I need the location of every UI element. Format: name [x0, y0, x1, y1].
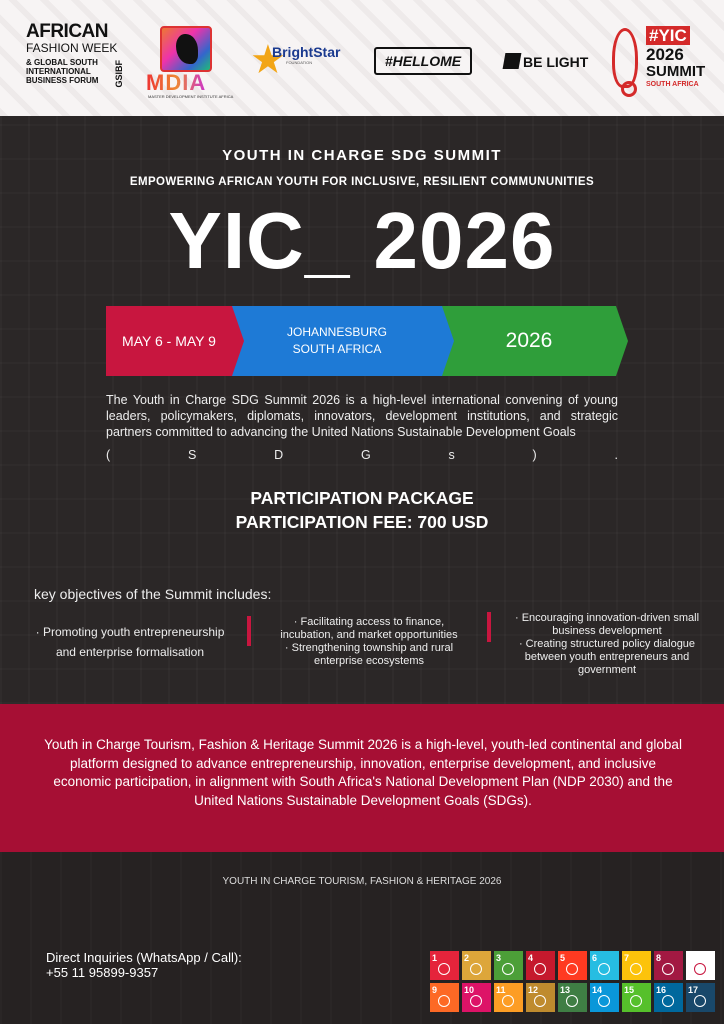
sdg-goal-number: 12 — [528, 985, 539, 995]
participation-package — [0, 486, 724, 534]
sdg-goal-icon — [694, 963, 706, 975]
objective-divider — [247, 616, 251, 646]
hellome-logo: #HELLOME — [374, 47, 472, 75]
lightbulb-icon — [612, 28, 638, 88]
sdg-goal-tile — [494, 983, 523, 1012]
sdg-goal-icon — [662, 995, 674, 1007]
sdg-goal-tile — [686, 983, 715, 1012]
star-icon: ★ — [250, 38, 286, 82]
objective-line: · Promoting youth entrepreneurship — [35, 625, 225, 639]
sdg-goal-icon — [566, 963, 578, 975]
sdg-goal-icon — [598, 963, 610, 975]
location-city: JOHANNESBURG — [286, 325, 387, 339]
sdg-goals-grid — [430, 951, 720, 1012]
objective-line: business development — [552, 625, 662, 637]
afw-vertical: GSIBF — [114, 60, 124, 88]
sdg-goal-number: 8 — [656, 953, 662, 963]
sdg-goal-icon — [438, 995, 450, 1007]
sdg-goal-tile — [462, 983, 491, 1012]
sdg-goal-tile — [430, 983, 459, 1012]
sdg-goal-number: 10 — [464, 985, 475, 995]
intro-sdgs-char: G — [360, 448, 371, 462]
objective-line: and enterprise formalisation — [55, 645, 205, 659]
location-text — [287, 324, 387, 358]
sdg-goal-number: 13 — [560, 985, 571, 995]
big-title: YIC_ 2026 — [168, 196, 556, 285]
sdg-goal-number: 17 — [688, 985, 699, 995]
sdg-goal-number: 16 — [656, 985, 667, 995]
objectives-column-1 — [30, 622, 230, 662]
inquiries-block — [46, 950, 242, 980]
yic-logo-l1: #YIC — [646, 26, 690, 45]
summary-paragraph: Youth in Charge Tourism, Fashion & Heritage Summit 2026 is a high-level, youth-led continental and global platform designed to advance entrepreneurship, innovation, enterprise development, and inclusive economic participation, in alignment with South Africa's National Development Plan (NDP 2030) and the United Nations Sustainable Development Goals (SDGs). — [44, 737, 682, 808]
sdg-goal-icon — [630, 995, 642, 1007]
year-text: 2026 — [505, 329, 553, 352]
sdg-goal-number: 15 — [624, 985, 635, 995]
objective-line: · Facilitating access to finance, — [293, 616, 445, 628]
intro-sdgs-char: ( — [106, 448, 111, 462]
sdg-goal-icon — [502, 995, 514, 1007]
sdg-goal-number: 6 — [592, 953, 598, 963]
sdg-goal-icon — [694, 995, 706, 1007]
mdia-name: MDIA — [146, 70, 207, 95]
intro-sdgs-char: ) — [532, 448, 537, 462]
dates-text: MAY 6 - MAY 9 — [122, 333, 216, 349]
sdg-goal-icon — [598, 995, 610, 1007]
objective-line: enterprise ecosystems — [313, 655, 425, 667]
intro-sdgs-char: . — [614, 448, 618, 462]
objective-line: · Strengthening township and rural — [284, 642, 454, 654]
objective-line: government — [577, 664, 637, 676]
objective-line: incubation, and market opportunities — [280, 629, 458, 641]
afw-line1: AFRICAN — [26, 21, 108, 42]
afw-line3: & GLOBAL SOUTH INTERNATIONAL BUSINESS FORUM — [26, 58, 99, 86]
yic-summit-logo — [612, 26, 716, 100]
ribbon-arrow — [232, 306, 244, 376]
afw-line2: FASHION WEEK — [26, 41, 118, 55]
summit-tagline: EMPOWERING AFRICAN YOUTH FOR INCLUSIVE, RESILIENT COMMUNUNITIES — [129, 176, 595, 188]
sdg-goal-tile — [558, 983, 587, 1012]
sdg-goal-tile — [686, 951, 715, 980]
package-title: PARTICIPATION PACKAGE — [250, 488, 474, 508]
objective-line: · Creating structured policy dialogue — [518, 638, 696, 650]
sdg-goal-icon — [470, 963, 482, 975]
sdg-goal-tile — [590, 983, 619, 1012]
sdg-goal-tile — [526, 983, 555, 1012]
location-ribbon — [232, 306, 442, 376]
africa-map-icon — [160, 26, 212, 72]
intro-sdgs-char: s — [448, 448, 455, 462]
brightstar-sub: FOUNDATION — [286, 60, 313, 65]
sdg-goal-tile — [558, 951, 587, 980]
sdg-goal-tile — [654, 951, 683, 980]
sdg-goal-tile — [622, 983, 651, 1012]
phone-number: +55 11 95899-9357 — [46, 965, 159, 980]
sdg-goal-tile — [526, 951, 555, 980]
sdg-goal-icon — [438, 963, 450, 975]
african-fashion-week-logo — [26, 22, 122, 86]
sdg-goal-icon — [502, 963, 514, 975]
sdg-goal-number: 4 — [528, 953, 534, 963]
year-ribbon — [442, 306, 616, 376]
sdg-goal-icon — [470, 995, 482, 1007]
objective-line: between youth entrepreneurs and — [524, 651, 690, 663]
sdg-goal-icon — [534, 963, 546, 975]
sdg-goal-number: 1 — [432, 953, 438, 963]
objective-line: · Encouraging innovation-driven small — [514, 612, 700, 624]
sdg-goal-number: 14 — [592, 985, 603, 995]
intro-paragraph: The Youth in Charge SDG Summit 2026 is a high-level international convening of young leaders, policymakers, diplomats, innovators, development institutions, and strategic partners committed to advancing the United Nations Sustainable Development Goals — [106, 393, 618, 439]
intro-sdgs-char: S — [187, 448, 197, 462]
summit-title: YOUTH IN CHARGE SDG SUMMIT — [222, 147, 502, 164]
yic-logo-l2: 2026 — [646, 45, 684, 64]
sdg-goal-number: 5 — [560, 953, 566, 963]
belight-logo — [504, 50, 590, 74]
sdg-goal-number: 3 — [496, 953, 502, 963]
objectives-column-2 — [266, 616, 472, 668]
sdg-goal-tile — [430, 951, 459, 980]
sdg-goal-tile — [590, 951, 619, 980]
objectives-column-3 — [500, 612, 714, 677]
ribbon-arrow — [442, 306, 454, 376]
sdg-goal-icon — [534, 995, 546, 1007]
location-country: SOUTH AFRICA — [292, 342, 382, 356]
sdg-goal-icon — [630, 963, 642, 975]
dates-ribbon — [106, 306, 232, 376]
sdg-goal-number: 9 — [432, 985, 438, 995]
objectives-title: key objectives of the Summit includes: — [34, 586, 272, 602]
sdg-goal-tile — [462, 951, 491, 980]
mdia-logo — [146, 26, 234, 99]
ribbon-arrow — [616, 306, 628, 376]
sdg-goal-tile — [622, 951, 651, 980]
brightstar-logo — [250, 40, 350, 88]
intro-sdgs-spaced — [106, 448, 618, 462]
objective-divider — [487, 612, 491, 642]
intro-sdgs-char: D — [274, 448, 284, 462]
sdg-goal-icon — [662, 963, 674, 975]
mdia-sub: MASTER DEVELOPMENT INSTITUTE AFRICA — [148, 94, 234, 99]
brightstar-name: BrightStar — [272, 44, 341, 60]
sdg-goal-icon — [566, 995, 578, 1007]
yic-logo-l4: SOUTH AFRICA — [646, 81, 699, 88]
package-fee: PARTICIPATION FEE: 700 USD — [235, 512, 489, 532]
sdg-goal-number: 2 — [464, 953, 470, 963]
sdg-goal-tile — [494, 951, 523, 980]
sdg-goal-number: 11 — [496, 985, 506, 995]
footer-title: YOUTH IN CHARGE TOURISM, FASHION & HERITAGE 2026 — [222, 876, 502, 887]
yic-logo-l3: SUMMIT — [646, 63, 706, 80]
inquiries-label: Direct Inquiries (WhatsApp / Call): — [46, 950, 242, 965]
sdg-goal-tile — [654, 983, 683, 1012]
belight-mark-icon — [503, 53, 522, 69]
sdg-goal-number: 7 — [624, 953, 630, 963]
belight-name: BE LIGHT — [523, 54, 589, 70]
